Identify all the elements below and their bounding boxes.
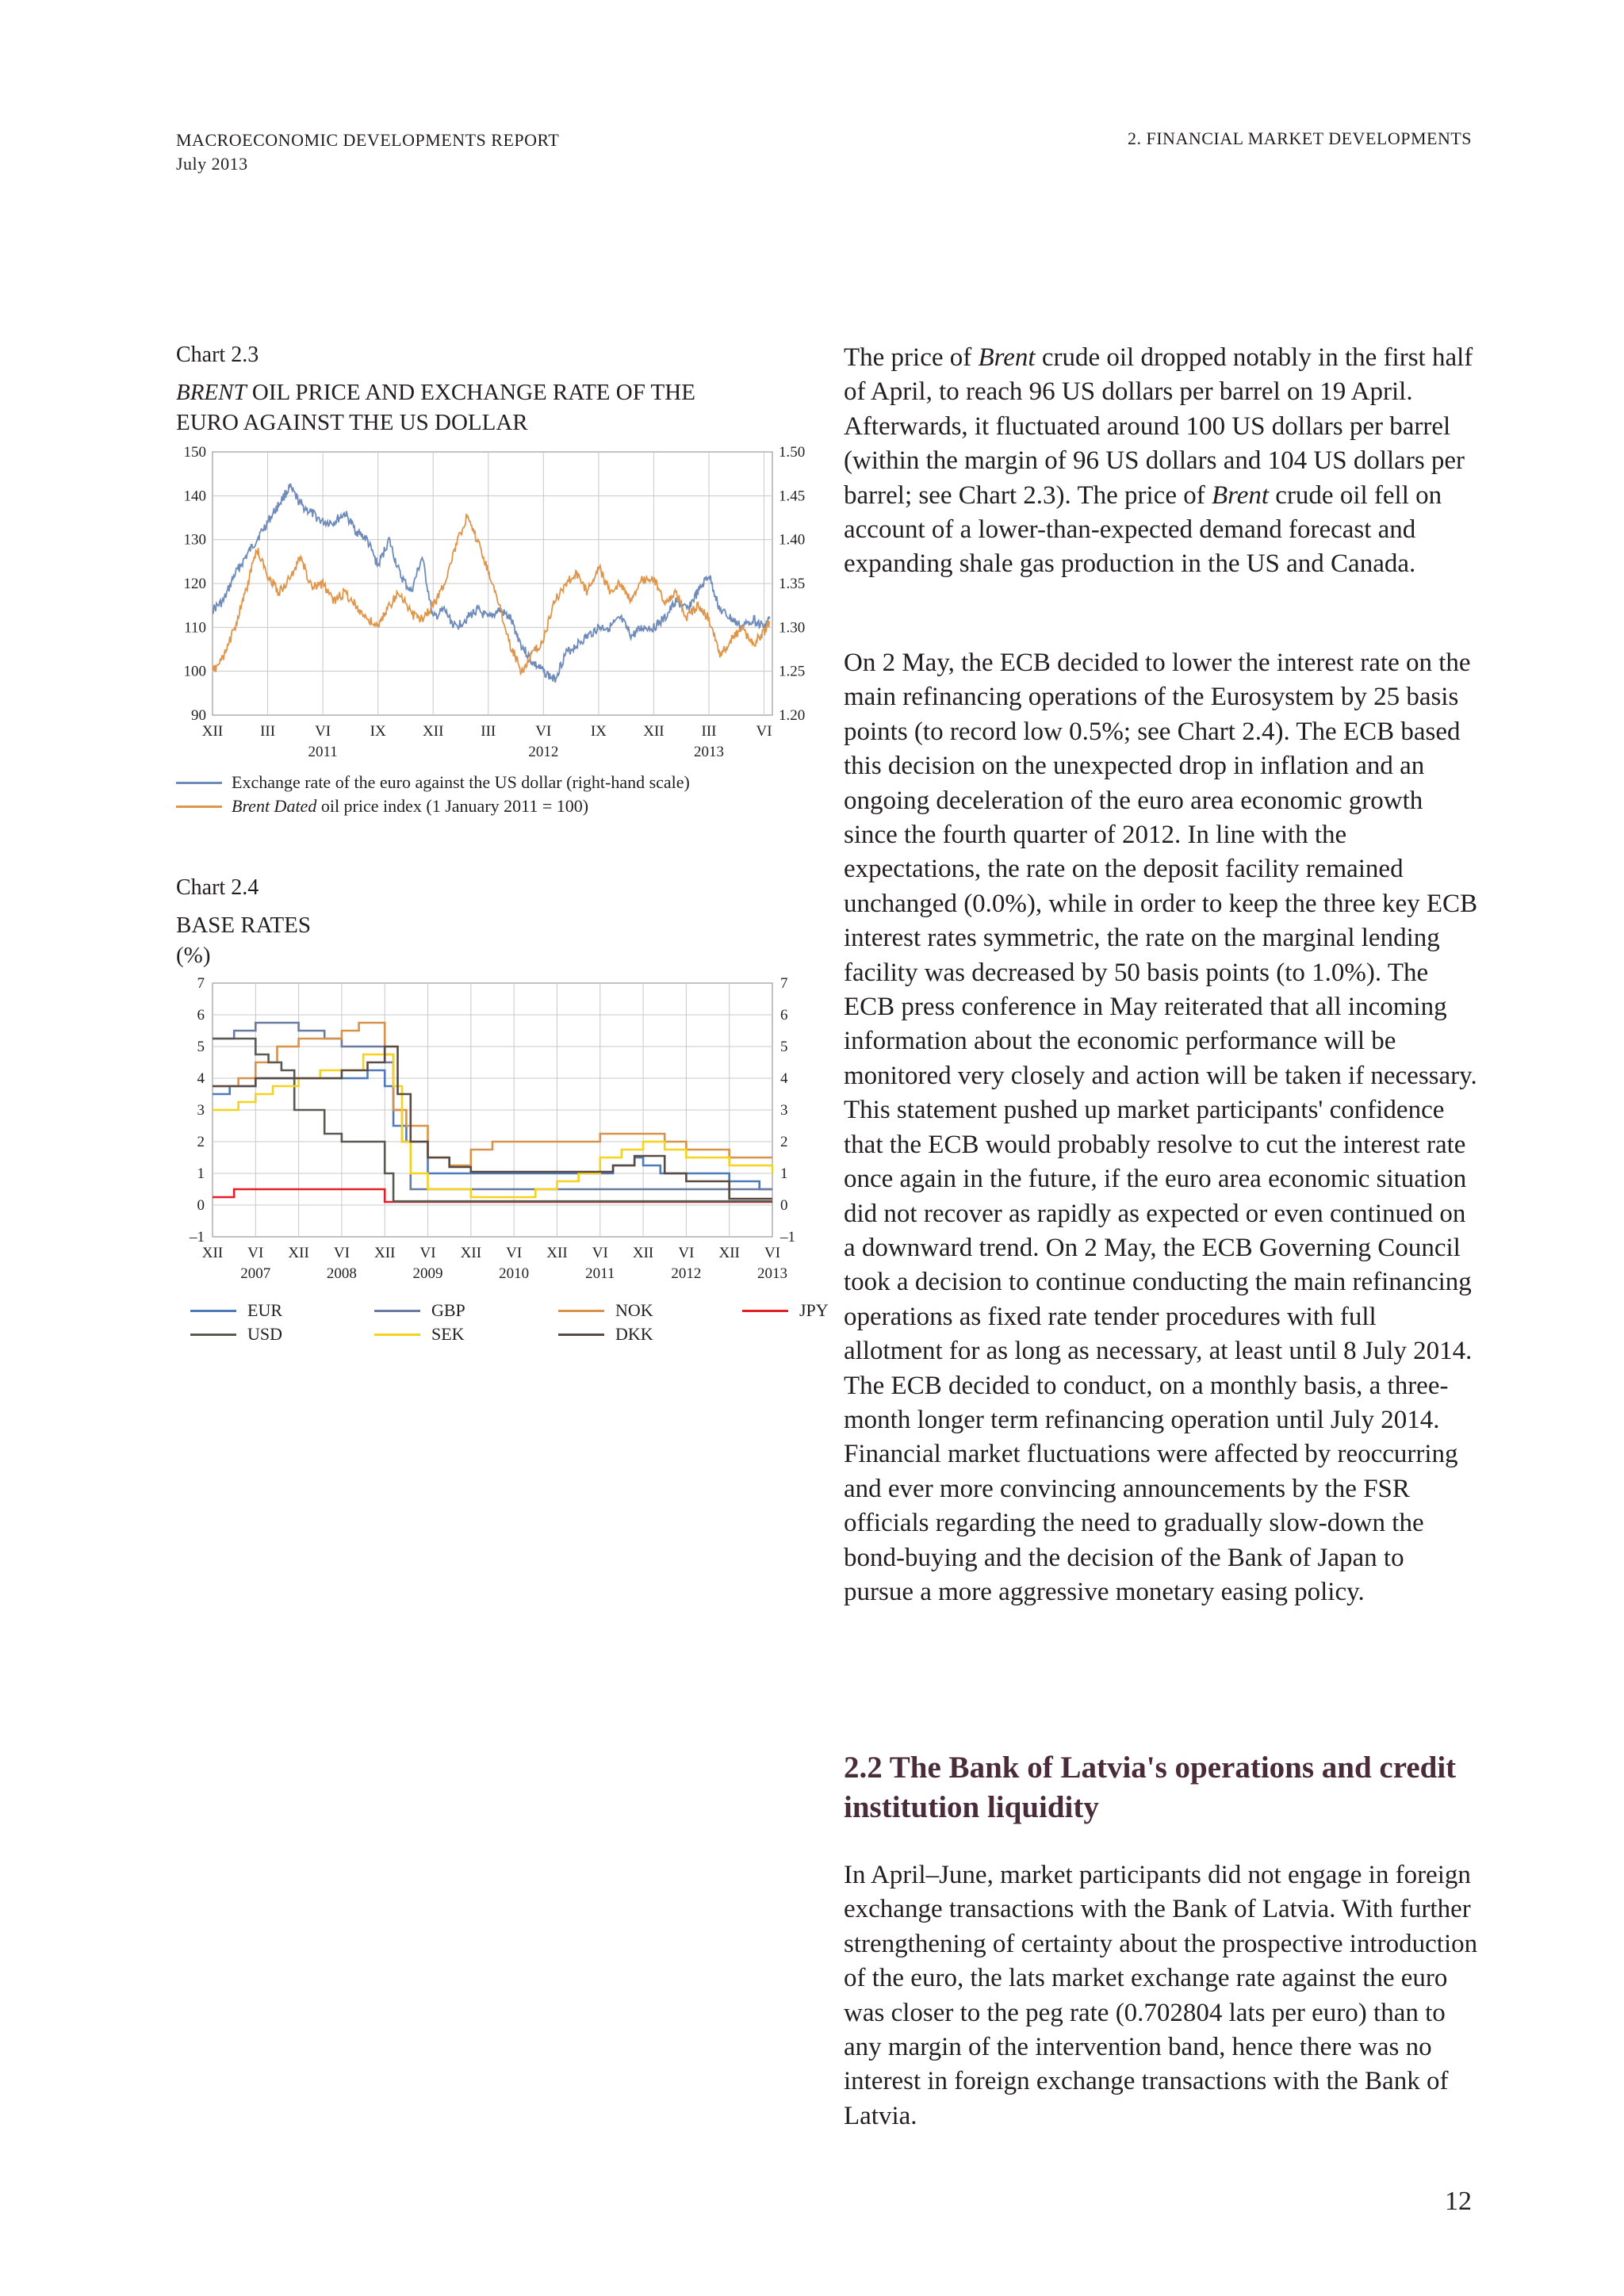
- legend-entry-gbp: [374, 1300, 558, 1321]
- chart-2-3-title-line2: EURO AGAINST THE US DOLLAR: [176, 410, 528, 435]
- series-line-nok: [213, 1023, 772, 1165]
- y-tick-label-right: 1.20: [779, 707, 806, 724]
- chart-2-3-label: Chart 2.3: [176, 342, 259, 367]
- x-year-label: 2013: [757, 1265, 787, 1282]
- y-tick-label-right: 6: [780, 1007, 788, 1024]
- running-header-left: [176, 128, 559, 176]
- x-tick-label: VI: [315, 723, 331, 740]
- legend-entry-usd: [190, 1324, 374, 1345]
- y-tick-label-right: 5: [780, 1039, 788, 1055]
- legend-entry-nok: [558, 1300, 742, 1321]
- legend-swatch: [374, 1310, 420, 1312]
- legend-swatch: [176, 782, 222, 784]
- legend-swatch: [558, 1310, 604, 1312]
- legend-label: SEK: [431, 1324, 465, 1344]
- legend-label: USD: [247, 1324, 283, 1344]
- y-tick-label-right: 1.45: [779, 488, 806, 505]
- y-tick-label-right: 4: [780, 1070, 788, 1087]
- legend-label: NOK: [615, 1300, 653, 1320]
- x-tick-label: XII: [718, 1245, 740, 1261]
- legend-label: EUR: [247, 1300, 282, 1320]
- legend-swatch: [176, 806, 222, 808]
- series-line-brent: [213, 514, 770, 674]
- x-year-label: 2013: [694, 744, 725, 760]
- y-tick-label-left: 7: [197, 975, 205, 992]
- x-tick-label: VI: [333, 1245, 350, 1261]
- y-tick-label-right: 1.35: [779, 576, 806, 592]
- legend-entry-sek: [374, 1324, 558, 1345]
- y-tick-label-right: 1: [780, 1165, 788, 1182]
- x-tick-label: VI: [592, 1245, 608, 1261]
- y-tick-label-left: 120: [183, 576, 206, 592]
- x-tick-label: VI: [506, 1245, 523, 1261]
- page-number: 12: [1445, 2187, 1472, 2216]
- chart-2-3-legend: [176, 771, 690, 818]
- legend-entry: [176, 771, 690, 794]
- legend-label: Brent Dated oil price index (1 January 2011 = 100): [232, 796, 589, 816]
- x-tick-label: IX: [590, 723, 607, 740]
- paragraph-ecb: On 2 May, the ECB decided to lower the interest rate on the main refinancing operations of the Eurosystem by 25 basis points (to record low 0.5%; see Chart 2.4). The ECB based this decision on the unexpected drop in inflation and an ongoing deceleration of the euro area economic growth since the fourth quarter of 2012. In line with the expectations, the rate on the deposit facility remained unchanged (0.0%), while in order to keep the three key ECB interest rates symmetric, the rate on the marginal lending facility was decreased by 50 basis points (to 1.0%). The ECB press conference in May reiterated that all incoming information about the economic performance will be monitored very closely and action will be taken if necessary. This statement pushed up market participants' confidence that the ECB would probably resolve to cut the interest rate once again in the future, if the euro area economic situation did not recover as rapidly as expected or even continued on a downward trend. On 2 May, the ECB Governing Council took a decision to continue conducting the main refinancing operations as fixed rate tender procedures with full allotment for as long as necessary, at least until 8 July 2014. The ECB decided to conduct, on a monthly basis, a three-month longer term refinancing operation until July 2014. Financial market fluctuations were affected by reoccurring and ever more convincing announcements by the FSR officials regarding the need to gradually slow-down the bond-buying and the decision of the Bank of Japan to pursue a more aggressive monetary easing policy.: [844, 649, 1478, 1606]
- x-tick-label: VI: [247, 1245, 264, 1261]
- legend-label: DKK: [615, 1324, 653, 1344]
- y-tick-label-right: 1.30: [779, 619, 806, 637]
- legend-label: GBP: [431, 1300, 465, 1320]
- x-tick-label: VI: [535, 723, 552, 740]
- legend-entry-dkk: [558, 1324, 742, 1345]
- paragraph-bank-of-latvia: In April–June, market participants did not engage in foreign exchange transactions with the Bank of Latvia. With further strengthening of certainty about the prospective introduction of the euro, the lats market exchange rate against the euro was closer to the peg rate (0.702804 lats per euro) than to any margin of the intervention band, hence there was no interest in foreign exchange transactions with the Bank of Latvia.: [844, 1861, 1478, 2130]
- legend-entry-eur: [190, 1300, 374, 1321]
- x-year-label: 2010: [499, 1265, 530, 1282]
- legend-swatch: [742, 1310, 788, 1312]
- legend-swatch: [558, 1334, 604, 1336]
- chart-2-3-title-italic: BRENT: [176, 380, 247, 405]
- y-tick-label-left: 2: [197, 1134, 205, 1150]
- series-line-sek: [213, 1054, 772, 1197]
- section-header: 2. FINANCIAL MARKET DEVELOPMENTS: [1128, 128, 1472, 148]
- x-tick-label: III: [481, 723, 496, 740]
- x-year-label: 2011: [308, 744, 338, 760]
- x-tick-label: VI: [678, 1245, 695, 1261]
- x-tick-label: XII: [460, 1245, 482, 1261]
- y-tick-label-left: 1: [197, 1165, 205, 1182]
- y-tick-label-left: 90: [191, 707, 206, 724]
- y-tick-label-left: 140: [183, 488, 206, 505]
- legend-label: Exchange rate of the euro against the US dollar (right-hand scale): [232, 772, 690, 792]
- x-tick-label: III: [701, 723, 717, 740]
- legend-swatch: [190, 1310, 236, 1312]
- brent-italic: Brent: [978, 343, 1036, 372]
- x-year-label: 2008: [326, 1265, 357, 1282]
- chart-2-4-legend: [190, 1300, 926, 1345]
- x-tick-label: VI: [756, 723, 772, 740]
- y-tick-label-right: 7: [780, 975, 788, 992]
- y-tick-label-left: –1: [190, 1229, 205, 1246]
- x-tick-label: XII: [632, 1245, 654, 1261]
- y-tick-label-left: 0: [197, 1197, 205, 1214]
- chart-2-4-label: Chart 2.4: [176, 875, 259, 900]
- y-tick-label-left: 130: [183, 531, 206, 549]
- x-year-label: 2009: [412, 1265, 443, 1282]
- x-year-label: 2011: [585, 1265, 615, 1282]
- x-tick-label: XII: [546, 1245, 568, 1261]
- legend-label: JPY: [799, 1300, 829, 1320]
- series-line-usd: [213, 1039, 772, 1201]
- brent-italic: Brent: [1211, 480, 1270, 510]
- chart-2-3-plot: [176, 438, 818, 771]
- report-date: July 2013: [176, 154, 248, 174]
- series-line-jpy: [213, 1189, 772, 1202]
- legend-entry: [176, 794, 690, 818]
- x-tick-label: XII: [643, 723, 665, 740]
- y-tick-label-left: 6: [197, 1007, 205, 1024]
- y-tick-label-right: 1.40: [779, 531, 806, 549]
- y-tick-label-left: 3: [197, 1102, 205, 1119]
- x-tick-label: XII: [201, 1245, 224, 1261]
- x-tick-label: III: [260, 723, 276, 740]
- x-year-label: 2012: [528, 744, 559, 760]
- y-tick-label-left: 100: [183, 663, 206, 680]
- y-tick-label-right: –1: [780, 1229, 795, 1246]
- report-title: MACROECONOMIC DEVELOPMENTS REPORT: [176, 130, 560, 150]
- x-tick-label: VI: [419, 1245, 436, 1261]
- x-year-label: 2012: [671, 1265, 702, 1282]
- x-tick-label: XII: [423, 723, 444, 740]
- chart-2-4-unit: (%): [176, 943, 211, 968]
- x-tick-label: IX: [370, 723, 386, 740]
- paragraph-brent: The price of Brent crude oil dropped notably in the first half of April, to reach 96 US dollars per barrel on 19 April. Afterwards, it fluctuated around 100 US dollars per barrel (within the margin of 96 US dollars and 104 US dollars per barrel; see Chart 2.3). The price of Brent crude oil fell on account of a lower-than-expected demand forecast and expanding shale gas production in the US and Canada.: [844, 343, 1473, 579]
- y-tick-label-left: 150: [183, 444, 206, 461]
- legend-swatch: [190, 1334, 236, 1336]
- section-heading: 2.2 The Bank of Latvia's operations and credit institution liquidity: [844, 1751, 1457, 1824]
- x-tick-label: XII: [288, 1245, 309, 1261]
- series-line-gbp: [213, 1023, 772, 1189]
- y-tick-label-right: 3: [780, 1102, 788, 1119]
- x-tick-label: XII: [201, 723, 224, 740]
- y-tick-label-right: 1.50: [779, 444, 806, 461]
- x-tick-label: VI: [764, 1245, 781, 1261]
- y-tick-label-right: 0: [780, 1197, 788, 1214]
- y-tick-label-left: 4: [197, 1070, 205, 1087]
- chart-2-3-title: [176, 377, 695, 438]
- x-tick-label: XII: [374, 1245, 396, 1261]
- chart-2-3-title-rest: OIL PRICE AND EXCHANGE RATE OF THE: [246, 380, 695, 405]
- y-tick-label-left: 5: [197, 1039, 205, 1055]
- series-line-dkk: [213, 1047, 772, 1199]
- x-year-label: 2007: [240, 1265, 271, 1282]
- y-tick-label-right: 2: [780, 1134, 788, 1150]
- legend-swatch: [374, 1334, 420, 1336]
- chart-2-4-title: [176, 910, 311, 970]
- chart-2-4-plot: [176, 974, 818, 1294]
- y-tick-label-right: 1.25: [779, 663, 806, 680]
- chart-2-4-title-text: BASE RATES: [176, 913, 312, 938]
- y-tick-label-left: 110: [184, 619, 206, 637]
